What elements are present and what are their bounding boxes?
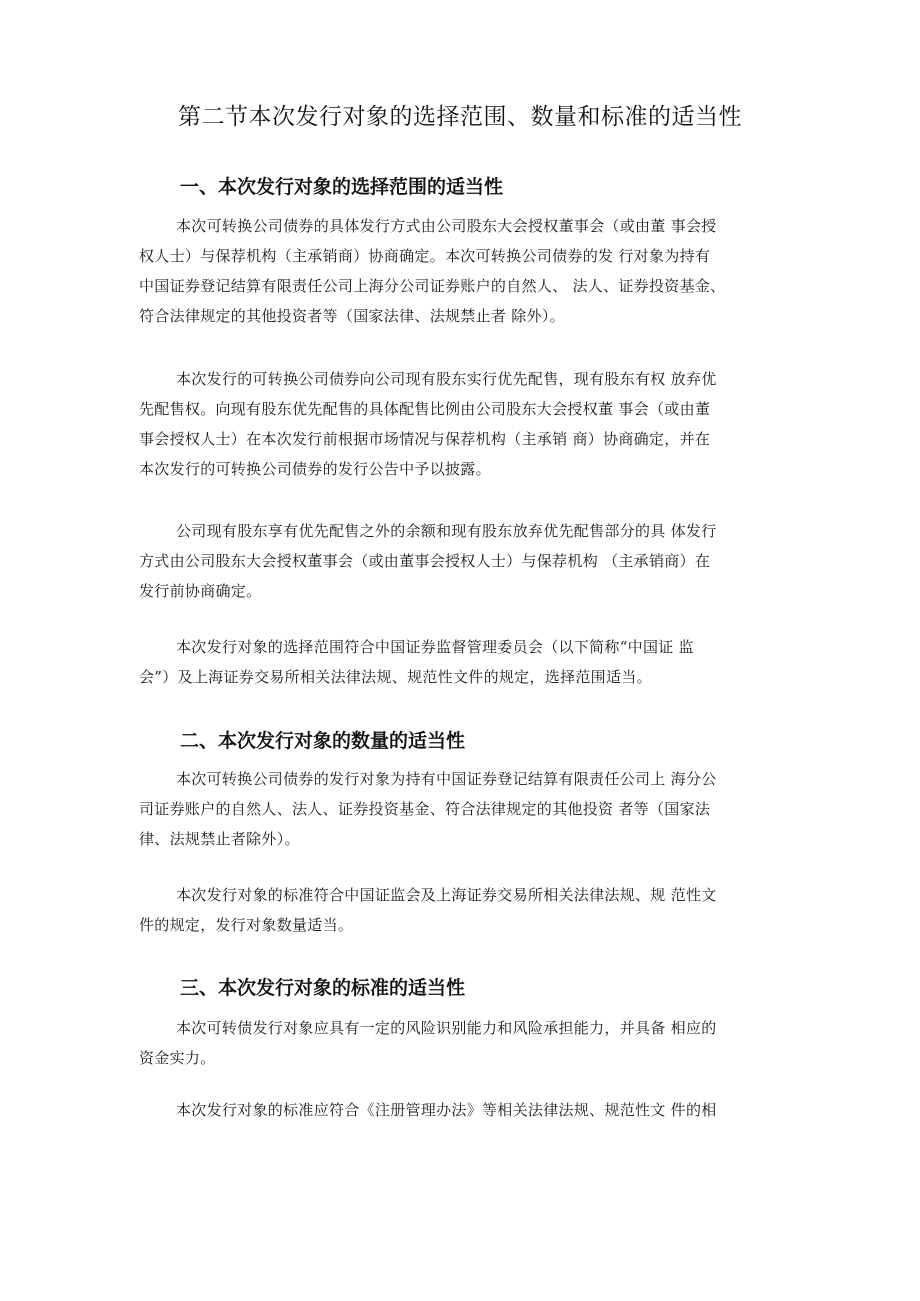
- section-1-paragraph-1: [139, 211, 784, 331]
- paragraph-line: 会”）及上海证券交易所相关法律法规、规范性文件的规定，选择范围适当。: [139, 668, 652, 686]
- section-1-paragraph-3: [139, 516, 784, 606]
- paragraph-line: 本次发行对象的标准符合中国证监会及上海证券交易所相关法律法规、规 范性文: [176, 886, 717, 904]
- section-heading-2: 二、本次发行对象的数量的适当性: [180, 730, 466, 752]
- paragraph-line: 中国证券登记结算有限责任公司上海分公司证券账户的自然人、 法人、证券投资基金、: [139, 277, 726, 295]
- paragraph-line: 公司现有股东享有优先配售之外的余额和现有股东放弃优先配售部分的具 体发行: [176, 522, 717, 540]
- paragraph-line: 司证券账户的自然人、法人、证券投资基金、符合法律规定的其他投资 者等（国家法: [139, 800, 711, 818]
- paragraph-line: 本次可转债发行对象应具有一定的风险识别能力和风险承担能力，并具备 相应的: [176, 1019, 717, 1037]
- section-2-paragraph-1: [139, 764, 784, 854]
- paragraph-line: 方式由公司股东大会授权董事会（或由董事会授权人士）与保荐机构 （主承销商）在: [139, 552, 711, 570]
- paragraph-line: 本次发行的可转换公司债券的发行公告中予以披露。: [139, 460, 491, 478]
- section-1-paragraph-4: [139, 632, 784, 692]
- paragraph-line: 本次可转换公司债券的具体发行方式由公司股东大会授权董事会（或由董 事会授: [176, 217, 717, 235]
- paragraph-line: 符合法律规定的其他投资者等（国家法律、法规禁止者 除外）。: [139, 307, 565, 325]
- paragraph-line: 资金实力。: [139, 1049, 216, 1067]
- paragraph-line: 先配售权。向现有股东优先配售的具体配售比例由公司股东大会授权董 事会（或由董: [139, 400, 711, 418]
- paragraph-line: 权人士）与保荐机构（主承销商）协商确定。本次可转换公司债券的发 行对象为持有: [139, 247, 711, 265]
- paragraph-line: 件的规定，发行对象数量适当。: [139, 916, 354, 934]
- paragraph-line: 发行前协商确定。: [139, 582, 262, 600]
- document-title: 第二节本次发行对象的选择范围、数量和标准的适当性: [178, 104, 742, 130]
- section-1-paragraph-2: [139, 364, 784, 484]
- section-3-paragraph-2: [139, 1095, 784, 1125]
- paragraph-line: 本次发行对象的选择范围符合中国证券监督管理委员会（以下简称“中国证 监: [176, 638, 694, 656]
- paragraph-line: 本次发行对象的标准应符合《注册管理办法》等相关法律法规、规范性文 件的相: [176, 1101, 717, 1119]
- paragraph-line: 律、法规禁止者除外）。: [139, 830, 300, 848]
- section-3-paragraph-1: [139, 1013, 784, 1073]
- section-heading-3: 三、本次发行对象的标准的适当性: [180, 977, 466, 999]
- section-2-paragraph-2: [139, 880, 784, 940]
- paragraph-line: 事会授权人士）在本次发行前根据市场情况与保荐机构（主承销 商）协商确定，并在: [139, 430, 711, 448]
- section-heading-1: 一、本次发行对象的选择范围的适当性: [180, 176, 504, 198]
- paragraph-line: 本次可转换公司债券的发行对象为持有中国证券登记结算有限责任公司上 海分公: [176, 770, 717, 788]
- paragraph-line: 本次发行的可转换公司债券向公司现有股东实行优先配售，现有股东有权 放弃优: [176, 370, 717, 388]
